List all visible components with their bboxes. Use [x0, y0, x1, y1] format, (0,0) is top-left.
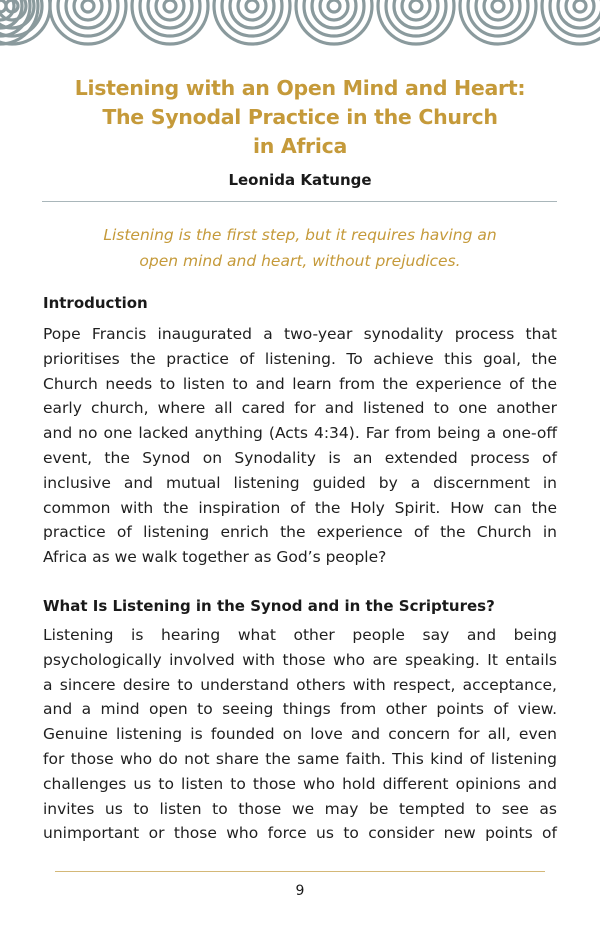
text-line: invites us to listen to those we may be tempted to see as	[43, 799, 557, 818]
text-line: practice of listening enrich the experience of the Church in	[43, 523, 557, 542]
text-line: Listening is hearing what other people say and being	[43, 626, 557, 644]
text-line: Church needs to listen to and learn from the experience of the	[43, 374, 557, 393]
author-name: Leonida Katunge	[228, 171, 372, 189]
text-line: Pope Francis inaugurated a two-year synodality process that	[43, 325, 557, 343]
text-line: for those who do not share the same faith. This kind of listening	[43, 749, 557, 768]
title-divider	[42, 201, 557, 202]
text-line: and a mind open to seeing things from other points of view.	[43, 700, 557, 719]
section-heading-introduction: Introduction	[43, 294, 148, 312]
title-line: in Africa	[253, 134, 347, 158]
introduction-paragraph	[43, 322, 557, 570]
pull-quote-line: open mind and heart, without prejudices.	[139, 252, 461, 270]
text-line: inclusive and mutual listening guided by a discernment in	[43, 473, 557, 492]
section-heading-listening: What Is Listening in the Synod and in the Scriptures?	[43, 597, 495, 615]
listening-paragraph	[43, 623, 557, 846]
pull-quote-line: Listening is the first step, but it requires having an	[103, 226, 497, 244]
pull-quote	[40, 222, 560, 274]
text-line: Africa as we walk together as God’s people?	[43, 548, 387, 567]
text-line: common with the inspiration of the Holy Spirit. How can the	[43, 498, 557, 517]
text-line: psychologically involved with those who are speaking. It entails	[43, 650, 557, 669]
text-line: and no one lacked anything (Acts 4:34). Far from being a one-off	[43, 424, 557, 443]
article-title	[40, 74, 560, 161]
text-line: challenges us to listen to those who hold different opinions and	[43, 774, 557, 793]
footer-divider	[55, 871, 545, 872]
title-line: The Synodal Practice in the Church	[102, 105, 498, 129]
text-line: Genuine listening is founded on love and concern for all, even	[43, 725, 557, 744]
page-number: 9	[295, 883, 305, 899]
header-arc-pattern	[0, 0, 600, 52]
text-line: event, the Synod on Synodality is an extended process of	[43, 448, 557, 467]
text-line: a sincere desire to understand others with respect, acceptance,	[43, 675, 557, 694]
text-line: unimportant or those who force us to consider new points of	[43, 824, 557, 843]
text-line: prioritises the practice of listening. To achieve this goal, the	[43, 349, 557, 368]
title-line: Listening with an Open Mind and Heart:	[74, 76, 526, 100]
text-line: early church, where all cared for and listened to one another	[43, 399, 557, 418]
